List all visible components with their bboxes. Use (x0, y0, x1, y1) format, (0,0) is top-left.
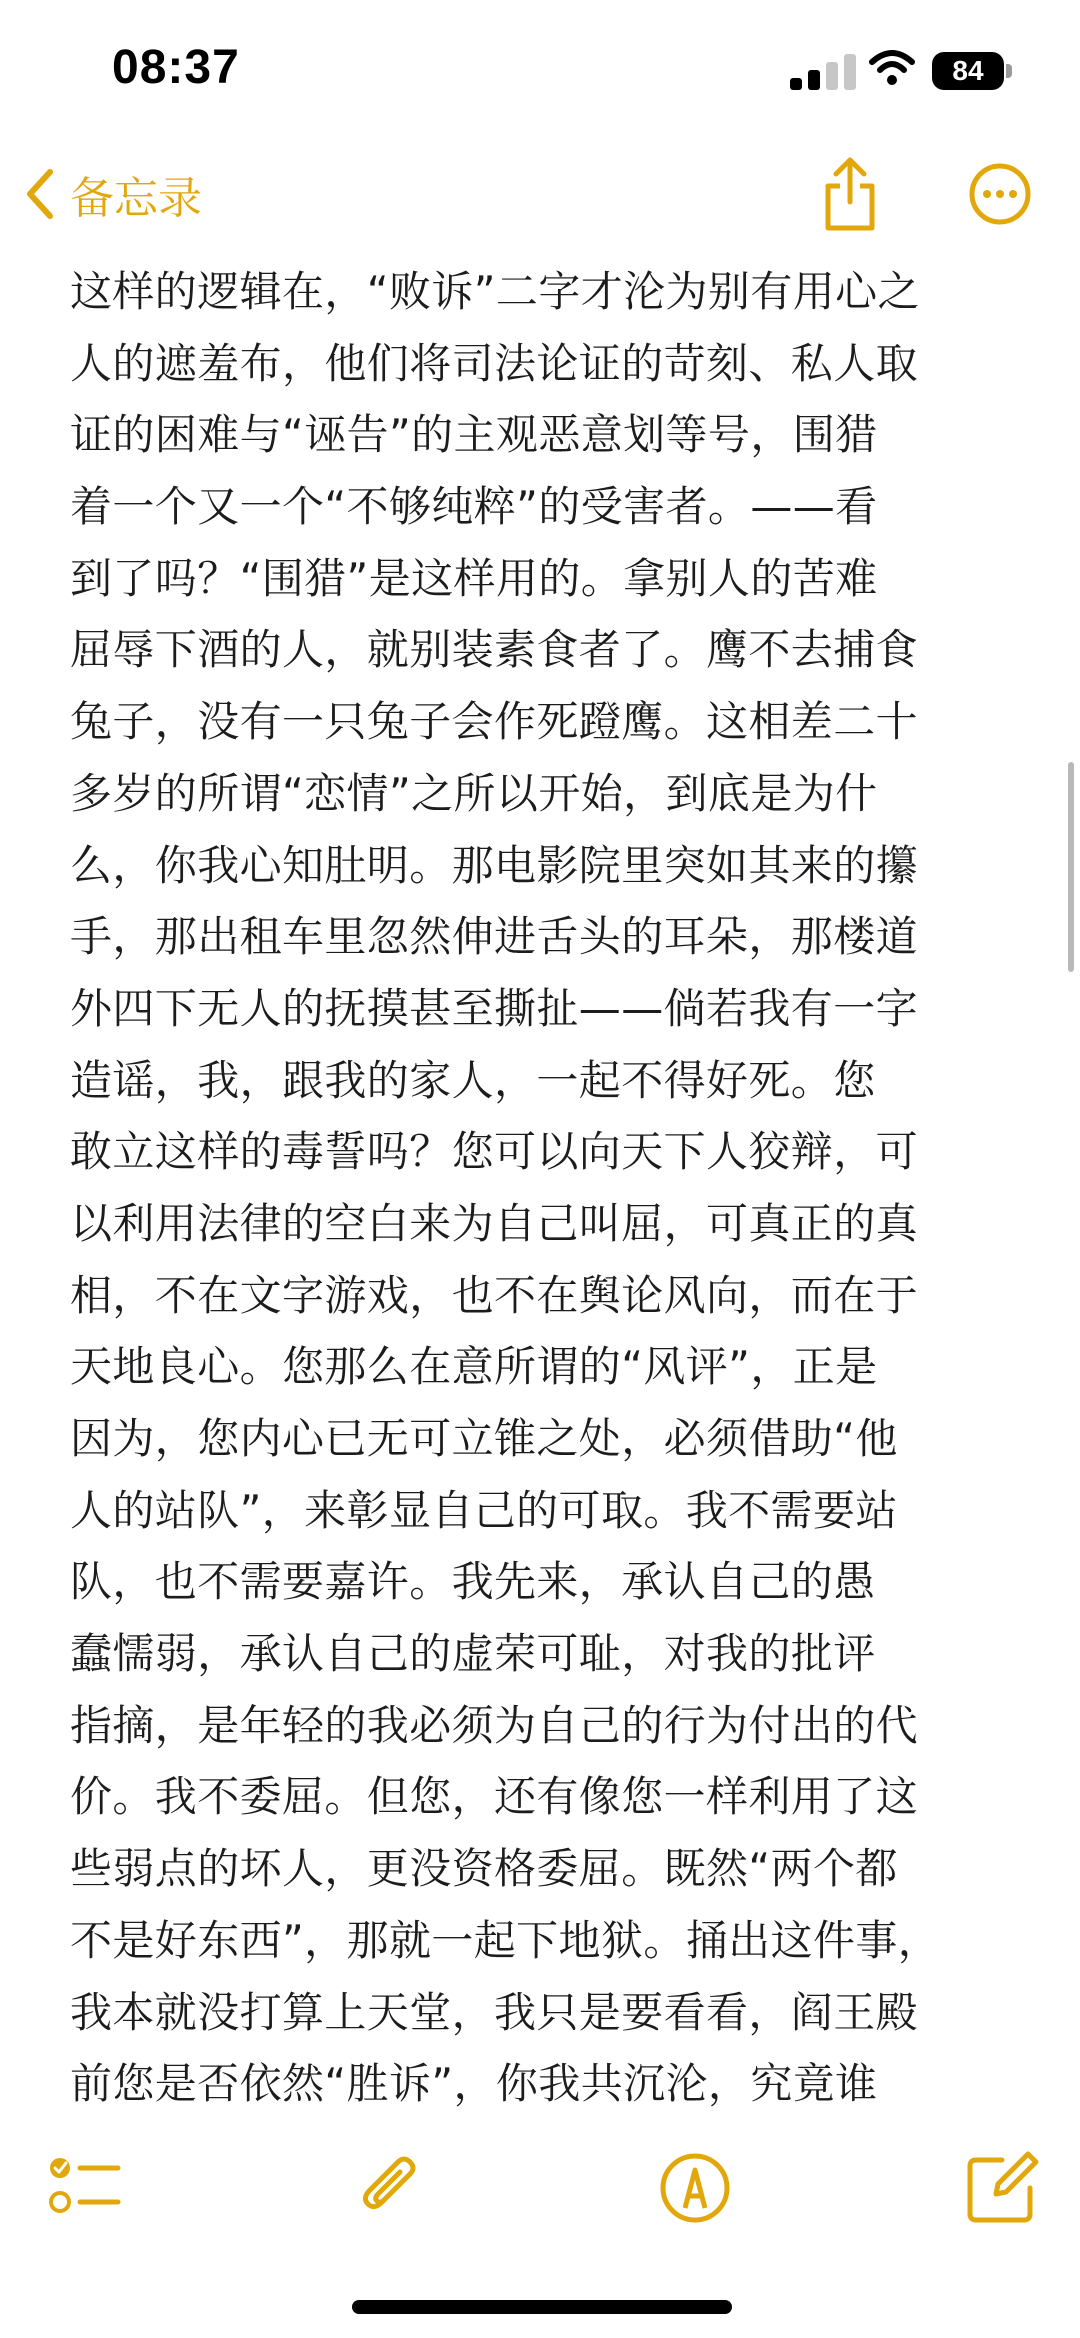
paperclip-icon[interactable] (352, 2148, 432, 2228)
note-line: 相，不在文字游戏，也不在舆论风向，而在于 (70, 1270, 919, 1320)
note-line: 外四下无人的抚摸甚至撕扯——倘若我有一字 (70, 983, 919, 1033)
scroll-indicator[interactable] (1068, 762, 1074, 972)
cellular-signal-icon (790, 52, 860, 92)
compose-icon[interactable] (962, 2148, 1042, 2228)
battery-level: 84 (952, 55, 984, 86)
note-line: 人的站队”，来彰显自己的可取。我不需要站 (70, 1485, 898, 1535)
note-line: 兔子，没有一只兔子会作死蹬鹰。这相差二十 (70, 697, 919, 747)
note-line: 手，那出租车里忽然伸进舌头的耳朵，那楼道 (70, 912, 919, 962)
battery-nub (1006, 64, 1012, 78)
note-line: 人的遮羞布，他们将司法论证的苛刻、私人取 (70, 338, 919, 388)
note-line: 到了吗？“围猎”是这样用的。拿别人的苦难 (70, 553, 878, 603)
chevron-left-icon (22, 166, 56, 222)
wifi-icon (868, 48, 916, 88)
note-line: 些弱点的坏人，更没资格委屈。既然“两个都 (70, 1844, 898, 1894)
note-line: 么，你我心知肚明。那电影院里突如其来的攥 (70, 840, 919, 890)
checklist-icon[interactable] (46, 2148, 126, 2228)
status-time: 08:37 (112, 41, 240, 94)
status-bar (0, 0, 1080, 140)
note-body[interactable] (70, 256, 1020, 2120)
note-line: 我本就没打算上天堂，我只是要看看，阎王殿 (70, 1987, 919, 2037)
note-line: 因为，您内心已无可立锥之处，必须借助“他 (70, 1414, 898, 1463)
note-line: 价。我不委屈。但您，还有像您一样利用了这 (70, 1772, 919, 1822)
markup-pen-icon[interactable] (655, 2148, 735, 2228)
back-button[interactable] (22, 154, 202, 234)
note-line: 这样的逻辑在，“败诉”二字才沦为别有用心之 (70, 267, 920, 316)
note-line: 前您是否依然“胜诉”，你我共沉沦，究竟谁 (70, 2059, 878, 2109)
note-line: 队，也不需要嘉许。我先来，承认自己的愚 (70, 1557, 876, 1607)
note-line: 敢立这样的毒誓吗？您可以向天下人狡辩，可 (70, 1127, 919, 1177)
home-indicator[interactable] (352, 2300, 732, 2314)
note-line: 不是好东西”，那就一起下地狱。捅出这件事， (70, 1915, 941, 1965)
note-line: 着一个又一个“不够纯粹”的受害者。——看 (70, 482, 878, 532)
note-line: 造谣，我，跟我的家人，一起不得好死。您 (70, 1055, 876, 1105)
note-line: 证的困难与“诬告”的主观恶意划等号，围猎 (70, 410, 878, 460)
note-line: 天地良心。您那么在意所谓的“风评”，正是 (70, 1342, 878, 1392)
note-line: 屈辱下酒的人，就别装素食者了。鹰不去捕食 (70, 625, 919, 675)
battery-indicator (932, 52, 1004, 90)
nav-bar (0, 140, 1080, 256)
more-icon[interactable] (968, 162, 1032, 226)
note-line: 蠢懦弱，承认自己的虚荣可耻，对我的批评 (70, 1629, 876, 1679)
note-line: 多岁的所谓“恋情”之所以开始，到底是为什 (70, 768, 878, 818)
note-line: 以利用法律的空白来为自己叫屈，可真正的真 (70, 1198, 919, 1248)
share-icon[interactable] (820, 154, 880, 234)
back-label: 备忘录 (70, 173, 202, 224)
note-line: 指摘，是年轻的我必须为自己的行为付出的代 (70, 1700, 919, 1750)
